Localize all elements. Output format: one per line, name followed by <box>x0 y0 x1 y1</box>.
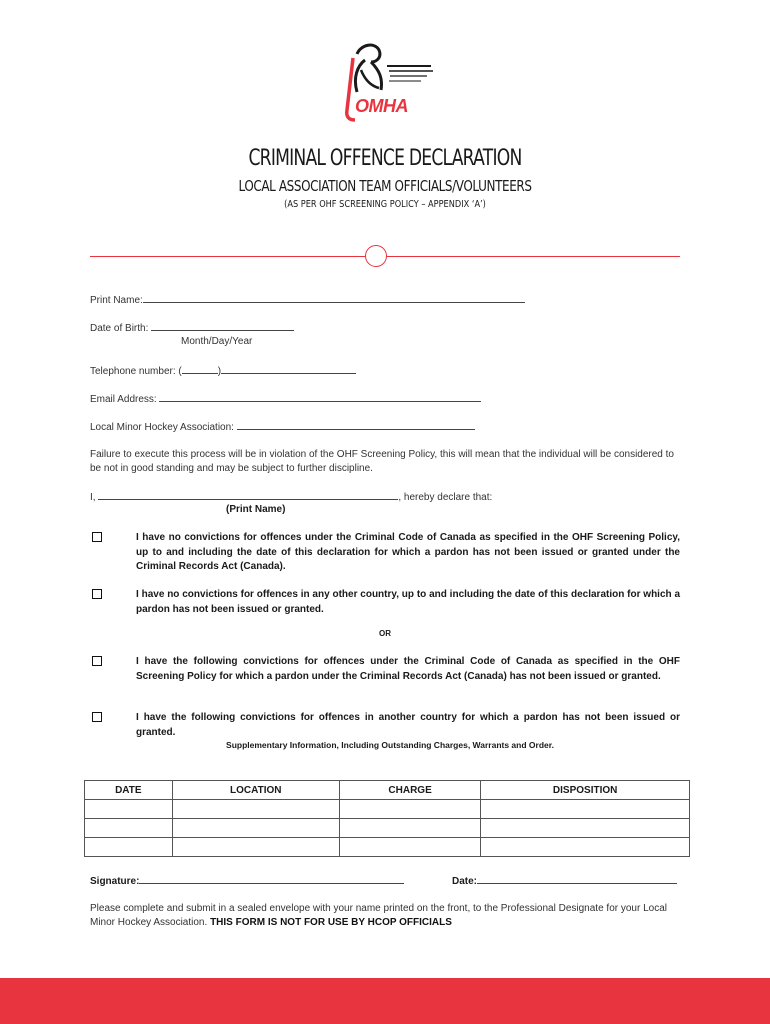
option-3-text: I have the following convictions for offences under the Criminal Code of Canada as specified in the OHF Screening Policy for which a pardon under the Criminal Records Act (Canada) has not been issued or granted. <box>136 656 680 682</box>
table-cell[interactable] <box>172 838 339 857</box>
telephone-label: Telephone number: ( <box>90 366 182 377</box>
dob-field[interactable] <box>151 321 294 331</box>
print-name-row <box>90 293 525 306</box>
dob-hint: Month/Day/Year <box>181 336 253 347</box>
dob-row <box>90 321 294 334</box>
convictions-table <box>84 780 690 857</box>
area-code-field[interactable] <box>182 364 218 374</box>
association-row <box>90 420 475 433</box>
option-2-checkbox[interactable] <box>92 589 102 599</box>
footer-instructions: Please complete and submit in a sealed envelope with your name printed on the front, to the Professional Designate for your Local Minor Hockey Association. <box>90 903 668 928</box>
signature-field[interactable] <box>139 874 404 884</box>
declare-name-field[interactable] <box>98 490 398 500</box>
email-row <box>90 392 481 405</box>
option-4-checkbox[interactable] <box>92 712 102 722</box>
option-1-text: I have no convictions for offences under the Criminal Code of Canada as specified in the OHF Screening Policy, up to and including the date of this declaration for which a pardon has not been issued or granted under the Criminal Records Act (Canada). <box>136 532 680 572</box>
supplementary-note: Supplementary Information, Including Outstanding Charges, Warrants and Order. <box>226 740 554 750</box>
email-field[interactable] <box>159 392 481 402</box>
declare-hint: (Print Name) <box>226 504 286 515</box>
or-separator: OR <box>379 629 391 638</box>
table-cell[interactable] <box>339 838 480 857</box>
footer-warning: THIS FORM IS NOT FOR USE BY HCOP OFFICIALS <box>210 917 452 928</box>
page-subtitle: LOCAL ASSOCIATION TEAM OFFICIALS/VOLUNTEERS <box>238 177 532 195</box>
header-charge: CHARGE <box>339 781 480 800</box>
table-row <box>85 838 690 857</box>
table-row <box>85 800 690 819</box>
telephone-field[interactable] <box>221 364 356 374</box>
table-cell[interactable] <box>85 819 173 838</box>
table-cell[interactable] <box>481 800 690 819</box>
option-1-checkbox[interactable] <box>92 532 102 542</box>
policy-note: (AS PER OHF SCREENING POLICY – APPENDIX ‘A’) <box>284 199 486 210</box>
option-4-text: I have the following convictions for offences in another country for which a pardon has not been issued or granted. <box>136 712 680 738</box>
telephone-paren: ) <box>217 366 222 377</box>
table-cell[interactable] <box>85 800 173 819</box>
print-name-field[interactable] <box>143 293 525 303</box>
date-row <box>452 874 677 887</box>
header-date: DATE <box>85 781 173 800</box>
page-title: CRIMINAL OFFENCE DECLARATION <box>248 146 522 171</box>
omha-logo <box>335 40 440 130</box>
table-cell[interactable] <box>339 800 480 819</box>
date-field[interactable] <box>477 874 677 884</box>
email-label: Email Address: <box>90 394 157 405</box>
warning-paragraph: Failure to execute this process will be in violation of the OHF Screening Policy, this will mean that the individual will be considered to be not in good standing and may be subject to further discipline. <box>90 449 674 474</box>
table-header-row <box>85 781 690 800</box>
table-cell[interactable] <box>481 838 690 857</box>
footer-note <box>90 902 690 930</box>
print-name-label: Print Name: <box>90 295 143 306</box>
table-cell[interactable] <box>481 819 690 838</box>
signature-row <box>90 874 404 887</box>
divider-circle-icon <box>365 245 387 267</box>
table-cell[interactable] <box>172 819 339 838</box>
table-cell[interactable] <box>172 800 339 819</box>
date-label: Date: <box>452 876 478 887</box>
declare-prefix: I, <box>90 492 96 503</box>
association-field[interactable] <box>237 420 475 430</box>
table-row <box>85 819 690 838</box>
table-cell[interactable] <box>339 819 480 838</box>
declare-suffix: , hereby declare that: <box>398 492 493 503</box>
option-2-text: I have no convictions for offences in any other country, up to and including the date of this declaration for which a pardon has not been issued or granted. <box>136 589 680 615</box>
declare-row <box>90 490 492 503</box>
telephone-row <box>90 364 356 377</box>
table-cell[interactable] <box>85 838 173 857</box>
bottom-accent-bar <box>0 978 770 1024</box>
header-location: LOCATION <box>172 781 339 800</box>
signature-label: Signature: <box>90 876 140 887</box>
option-3-checkbox[interactable] <box>92 656 102 666</box>
header-disposition: DISPOSITION <box>481 781 690 800</box>
logo-wordmark: OMHA <box>355 96 408 116</box>
association-label: Local Minor Hockey Association: <box>90 422 234 433</box>
dob-label: Date of Birth: <box>90 323 149 334</box>
